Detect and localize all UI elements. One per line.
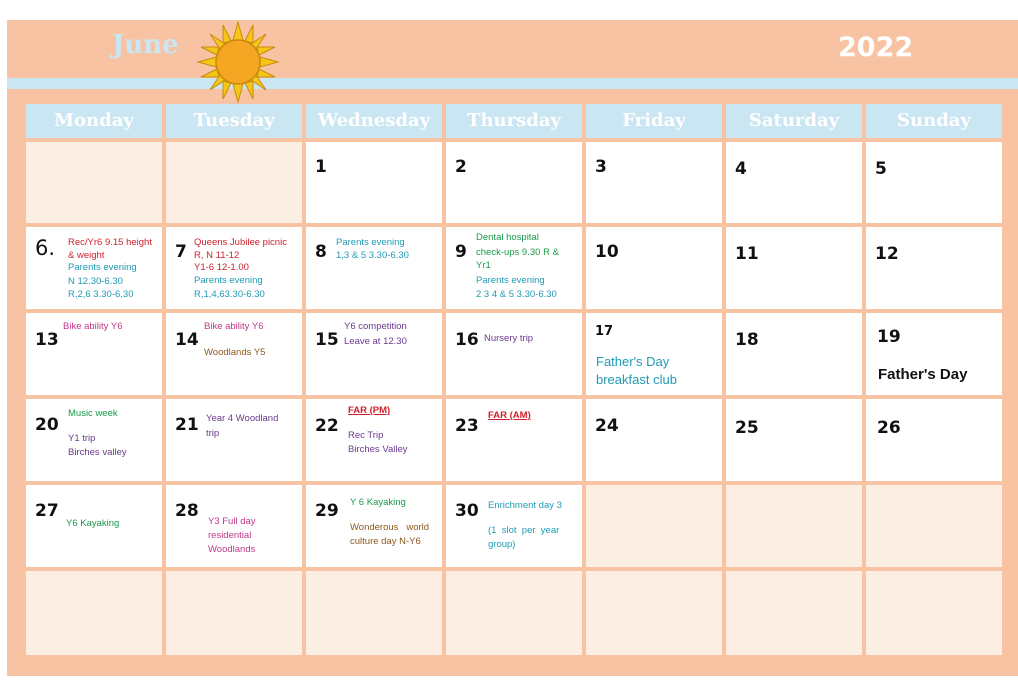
event-note: Year 4 Woodland bbox=[206, 413, 279, 424]
event-note: residential bbox=[208, 530, 252, 541]
day-cell-empty bbox=[166, 571, 302, 655]
day-cell-30 bbox=[446, 485, 582, 567]
day-number: 21 bbox=[175, 415, 199, 435]
day-cell-24 bbox=[586, 399, 722, 481]
day-cell-empty bbox=[446, 571, 582, 655]
day-number: 5 bbox=[875, 159, 887, 179]
day-cell-26 bbox=[866, 399, 1002, 481]
day-cell-empty bbox=[166, 142, 302, 223]
event-note: Y 6 Kayaking bbox=[350, 497, 406, 508]
day-cell-21 bbox=[166, 399, 302, 481]
event-note: Parents evening bbox=[476, 275, 545, 286]
event-note: Y1 trip bbox=[68, 433, 96, 444]
day-cell-29 bbox=[306, 485, 442, 567]
day-cell-19 bbox=[866, 313, 1002, 395]
day-number: 26 bbox=[877, 418, 901, 438]
day-cell-14 bbox=[166, 313, 302, 395]
day-cell-4 bbox=[726, 142, 862, 223]
sun-icon bbox=[196, 20, 280, 104]
day-number: 13 bbox=[35, 330, 59, 350]
day-cell-12 bbox=[866, 227, 1002, 309]
year-title: 2022 bbox=[838, 32, 914, 63]
day-number: 25 bbox=[735, 418, 759, 438]
event-note: Bike ability Y6 bbox=[204, 321, 264, 332]
day-number: 8 bbox=[315, 242, 327, 262]
day-number: 14 bbox=[175, 330, 199, 350]
event-note: Music week bbox=[68, 408, 118, 419]
event-note: Father's Day bbox=[596, 354, 670, 369]
day-number: 16 bbox=[455, 330, 479, 350]
day-cell-9 bbox=[446, 227, 582, 309]
day-number: 19 bbox=[877, 327, 901, 347]
day-cell-empty bbox=[866, 571, 1002, 655]
day-number: 30 bbox=[455, 501, 479, 521]
month-title: June bbox=[112, 30, 179, 60]
event-note: Woodlands bbox=[208, 544, 256, 555]
day-number: 7 bbox=[175, 242, 187, 262]
event-note: Rec/Yr6 9.15 height bbox=[68, 237, 152, 248]
day-number: 17 bbox=[595, 324, 614, 339]
day-cell-empty bbox=[26, 571, 162, 655]
day-number: 27 bbox=[35, 501, 59, 521]
weekday-friday: Friday bbox=[586, 104, 722, 138]
event-note: Father's Day bbox=[878, 366, 968, 383]
day-number: 24 bbox=[595, 416, 619, 436]
event-note: check-ups 9.30 R & bbox=[476, 247, 559, 258]
event-note: Enrichment day 3 bbox=[488, 500, 562, 511]
day-number: 12 bbox=[875, 244, 899, 264]
header-stripe bbox=[7, 78, 1018, 89]
event-note: Birches Valley bbox=[348, 444, 408, 455]
event-note: R,1,4,63.30-6.30 bbox=[194, 289, 265, 300]
day-number: 9 bbox=[455, 242, 467, 262]
event-note: Y1-6 12-1.00 bbox=[194, 262, 249, 273]
event-note: R, N 11-12 bbox=[194, 250, 240, 261]
day-number: 1 bbox=[315, 157, 327, 177]
weekday-tuesday: Tuesday bbox=[166, 104, 302, 138]
event-note: Bike ability Y6 bbox=[63, 321, 123, 332]
day-cell-22 bbox=[306, 399, 442, 481]
event-note: Leave at 12.30 bbox=[344, 336, 407, 347]
day-cell-2 bbox=[446, 142, 582, 223]
event-note: trip bbox=[206, 428, 220, 439]
weekday-saturday: Saturday bbox=[726, 104, 862, 138]
day-number: 3 bbox=[595, 157, 607, 177]
event-note: 2 3 4 & 5 3.30-6.30 bbox=[476, 289, 557, 300]
weekday-sunday: Sunday bbox=[866, 104, 1002, 138]
event-note: 1,3 & 5 3.30-6.30 bbox=[336, 250, 409, 261]
day-cell-empty bbox=[26, 142, 162, 223]
day-cell-28 bbox=[166, 485, 302, 567]
event-note: Woodlands Y5 bbox=[204, 347, 266, 358]
day-cell-empty bbox=[586, 485, 722, 567]
event-note: Birches valley bbox=[68, 447, 127, 458]
event-note: Parents evening bbox=[68, 262, 137, 273]
day-cell-13 bbox=[26, 313, 162, 395]
event-note: FAR (AM) bbox=[488, 410, 531, 421]
event-note: group) bbox=[488, 539, 516, 550]
day-number: 28 bbox=[175, 501, 199, 521]
day-cell-10 bbox=[586, 227, 722, 309]
weekday-thursday: Thursday bbox=[446, 104, 582, 138]
day-number: 20 bbox=[35, 415, 59, 435]
day-cell-17 bbox=[586, 313, 722, 395]
day-cell-empty bbox=[726, 485, 862, 567]
event-note: Parents evening bbox=[336, 237, 405, 248]
weekday-monday: Monday bbox=[26, 104, 162, 138]
event-note: Parents evening bbox=[194, 275, 263, 286]
event-note: Y6 Kayaking bbox=[66, 518, 120, 529]
event-note: Nursery trip bbox=[484, 333, 534, 344]
event-note: Queens Jubilee picnic bbox=[194, 237, 287, 248]
day-cell-empty bbox=[866, 485, 1002, 567]
event-note: culture day N-Y6 bbox=[350, 536, 421, 547]
day-number: 15 bbox=[315, 330, 339, 350]
event-note: Rec Trip bbox=[348, 430, 384, 441]
day-number: 29 bbox=[315, 501, 339, 521]
day-number: 11 bbox=[735, 244, 759, 264]
day-cell-16 bbox=[446, 313, 582, 395]
day-number: 4 bbox=[735, 159, 747, 179]
weekday-wednesday: Wednesday bbox=[306, 104, 442, 138]
day-cell-empty bbox=[586, 571, 722, 655]
event-note: Y3 Full day bbox=[208, 516, 256, 527]
day-number: 18 bbox=[735, 330, 759, 350]
event-note: Y6 competition bbox=[344, 321, 407, 332]
day-cell-empty bbox=[306, 571, 442, 655]
event-note: Yr1 bbox=[476, 260, 491, 271]
day-cell-25 bbox=[726, 399, 862, 481]
day-cell-23 bbox=[446, 399, 582, 481]
event-note: Wonderous world bbox=[350, 522, 430, 533]
day-cell-3 bbox=[586, 142, 722, 223]
day-cell-1 bbox=[306, 142, 442, 223]
event-note: FAR (PM) bbox=[348, 405, 391, 416]
day-cell-5 bbox=[866, 142, 1002, 223]
day-cell-8 bbox=[306, 227, 442, 309]
day-number: 23 bbox=[455, 416, 479, 436]
event-note: R,2,6 3.30-6.30 bbox=[68, 289, 134, 300]
event-note: Dental hospital bbox=[476, 232, 539, 243]
day-cell-18 bbox=[726, 313, 862, 395]
day-cell-27 bbox=[26, 485, 162, 567]
day-cell-7 bbox=[166, 227, 302, 309]
day-cell-empty bbox=[726, 571, 862, 655]
event-note: breakfast club bbox=[596, 372, 677, 387]
event-note: (1 slot per year bbox=[488, 525, 560, 536]
day-number: 22 bbox=[315, 416, 339, 436]
day-number: 10 bbox=[595, 242, 619, 262]
day-number: 2 bbox=[455, 157, 467, 177]
day-cell-20 bbox=[26, 399, 162, 481]
day-cell-6 bbox=[26, 227, 162, 309]
event-note: N 12.30-6.30 bbox=[68, 276, 123, 287]
day-number: 6. bbox=[35, 236, 56, 260]
day-cell-15 bbox=[306, 313, 442, 395]
event-note: & weight bbox=[68, 250, 105, 261]
day-cell-11 bbox=[726, 227, 862, 309]
